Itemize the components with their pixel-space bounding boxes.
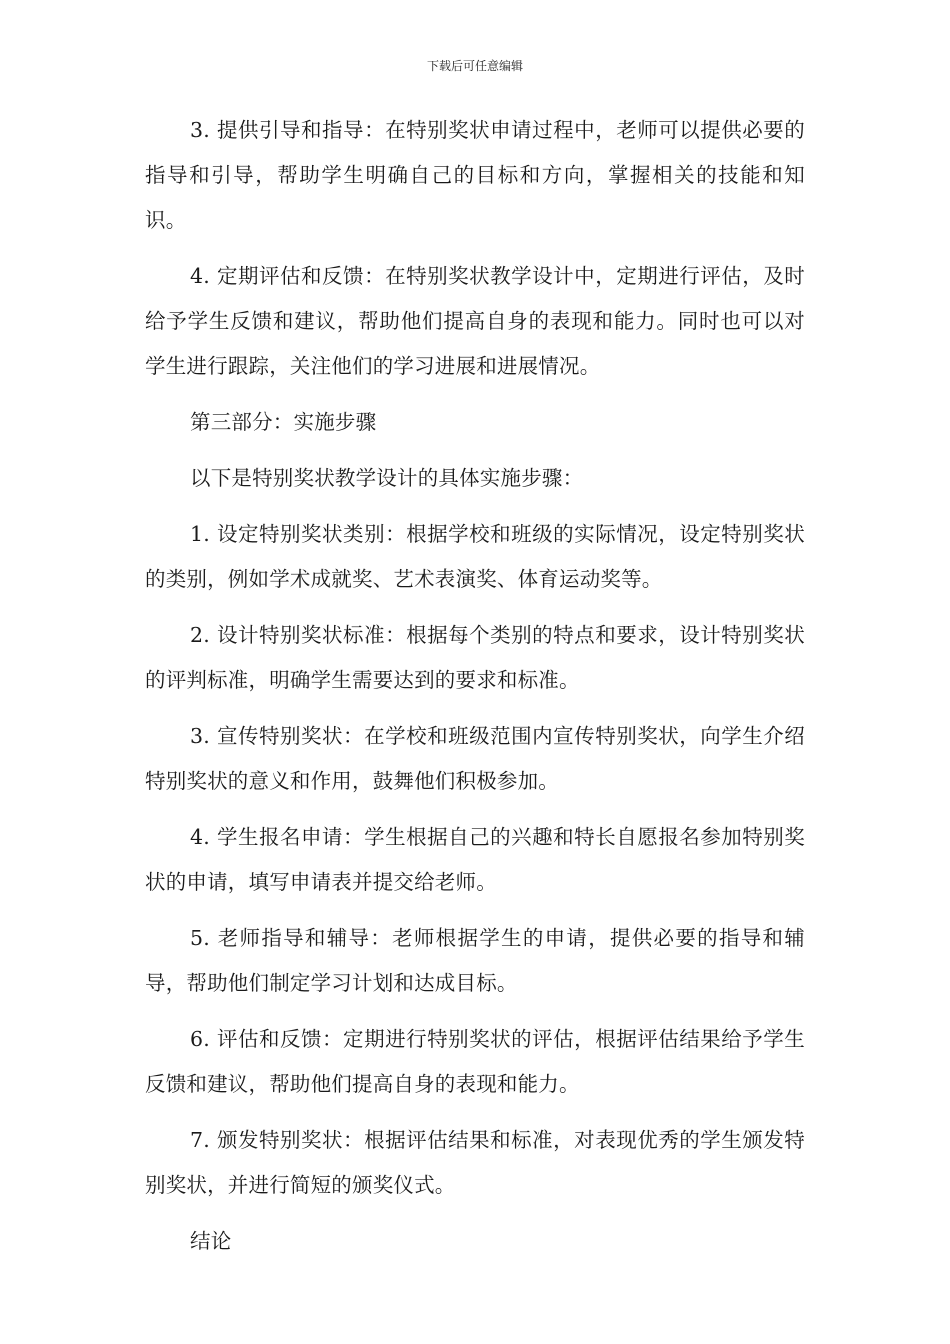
section-heading-conclusion: 结论 (190, 1229, 232, 1253)
page-header-note: 下载后可任意编辑 (426, 59, 523, 73)
step-3-paragraph: 3. 宣传特别奖状：在学校和班级范围内宣传特别奖状，向学生介绍特别奖状的意义和作用，鼓舞他们积极参加。 (145, 724, 805, 793)
step-5-paragraph: 5. 老师指导和辅导：老师根据学生的申请，提供必要的指导和辅导，帮助他们制定学习计划和达成目标。 (145, 926, 805, 995)
paragraph-guidance: 3. 提供引导和指导：在特别奖状申请过程中，老师可以提供必要的指导和引导，帮助学生明确自己的目标和方向，掌握相关的技能和知识。 (145, 118, 805, 232)
step-6-paragraph: 6. 评估和反馈：定期进行特别奖状的评估，根据评估结果给予学生反馈和建议，帮助他们提高自身的表现和能力。 (145, 1027, 805, 1096)
paragraph-evaluation: 4. 定期评估和反馈：在特别奖状教学设计中，定期进行评估，及时给予学生反馈和建议，帮助他们提高自身的表现和能力。同时也可以对学生进行跟踪，关注他们的学习进展和进展情况。 (145, 264, 805, 378)
step-1-paragraph: 1. 设定特别奖状类别：根据学校和班级的实际情况，设定特别奖状的类别，例如学术成就奖、艺术表演奖、体育运动奖等。 (145, 522, 805, 591)
step-4-paragraph: 4. 学生报名申请：学生根据自己的兴趣和特长自愿报名参加特别奖状的申请，填写申请表并提交给老师。 (145, 825, 805, 894)
document-body (145, 108, 805, 1275)
section-heading-implementation: 第三部分：实施步骤 (190, 410, 377, 434)
step-7-paragraph: 7. 颁发特别奖状：根据评估结果和标准，对表现优秀的学生颁发特别奖状，并进行简短的颁奖仪式。 (145, 1128, 805, 1197)
step-2-paragraph: 2. 设计特别奖状标准：根据每个类别的特点和要求，设计特别奖状的评判标准，明确学生需要达到的要求和标准。 (145, 623, 805, 692)
paragraph-intro-steps: 以下是特别奖状教学设计的具体实施步骤： (190, 466, 584, 490)
